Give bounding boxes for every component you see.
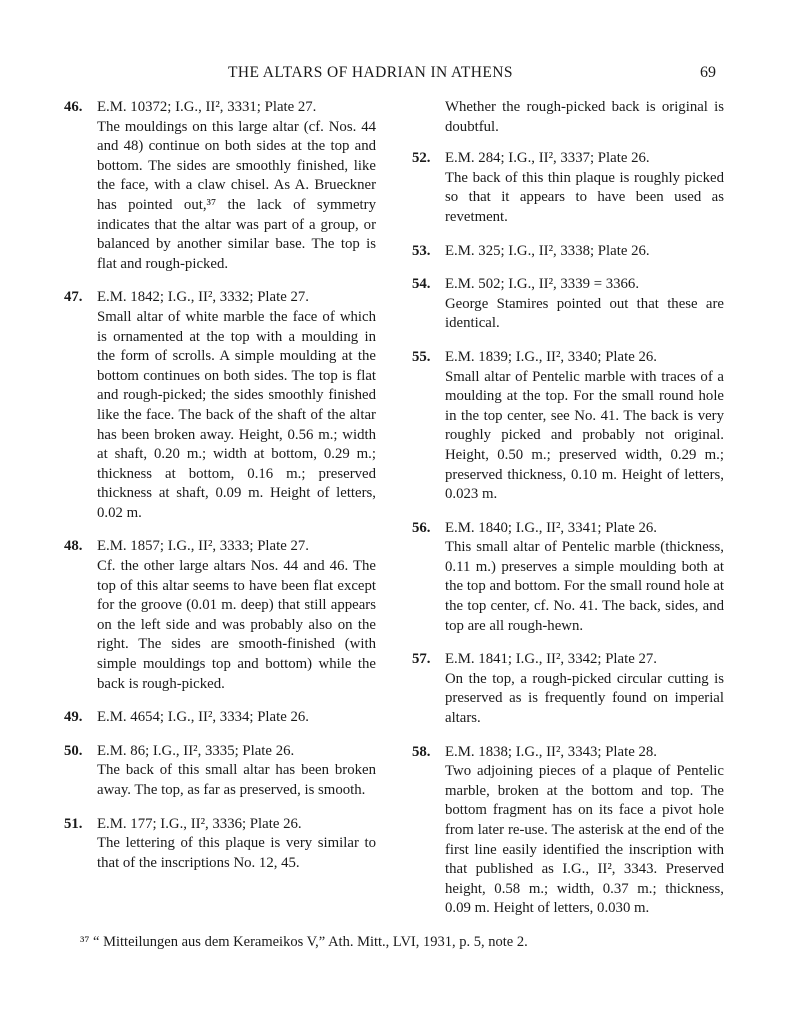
running-header (0, 64, 790, 86)
entry-description: The lettering of this plaque is very similar to that of the inscriptions No. 12, 45. (97, 835, 376, 871)
entry-reference: E.M. 1839; I.G., II², 3340; Plate 26. (445, 348, 657, 365)
entry-description: The back of this small altar has been broken away. The top, as far as preserved, is smooth. (97, 762, 376, 798)
entry-description: The mouldings on this large altar (cf. Nos. 44 and 48) continue on both sides at the top and bottom. The sides are smoothly finished, like the face, with a claw chisel. As A. Brueckner has pointed out,³⁷ the lack of symmetry indicates that the altar was part of a group, or balanced by another similar base. The top is flat and rough-picked. (97, 118, 376, 272)
entry-number: 48. (64, 538, 83, 555)
catalogue-entry-48 (64, 537, 376, 694)
catalogue-entry-56 (412, 519, 724, 637)
entry-number: 58. (412, 743, 431, 760)
entry-number: 53. (412, 242, 431, 259)
entry-number: 51. (64, 815, 83, 832)
entry-reference: E.M. 1840; I.G., II², 3341; Plate 26. (445, 519, 657, 536)
entry-reference: E.M. 502; I.G., II², 3339 = 3366. (445, 276, 640, 293)
catalogue-entry-47 (64, 288, 376, 523)
entry-description: Two adjoining pieces of a plaque of Pentelic marble, broken at the bottom and top. The bottom fragment has on its face a pivot hole from later re-use. The asterisk at the end of the first line easily identified the inscription with that published as I.G., II², 3343. Preserved height, 0.58 m.; width, 0.37 m.; thickness, 0.09 m. Height of letters, 0.030 m. (445, 763, 724, 917)
catalogue-entry-54 (412, 275, 724, 334)
catalogue-entry-55 (412, 348, 724, 505)
entry-reference: E.M. 4654; I.G., II², 3334; Plate 26. (97, 709, 309, 726)
entry-number: 56. (412, 519, 431, 536)
entry-number: 57. (412, 651, 431, 668)
catalogue-entry-46 (64, 98, 376, 274)
entry-reference: E.M. 10372; I.G., II², 3331; Plate 27. (97, 99, 317, 115)
catalogue-entry-58 (412, 743, 724, 919)
page-number: 69 (700, 64, 716, 81)
entry-description: This small altar of Pentelic marble (thickness, 0.11 m.) preserves a simple moulding both at the top and bottom. For the small round hole at the top center, cf. No. 41. The back, sides, and top are all rough-hewn. (445, 539, 724, 634)
right-column (412, 98, 724, 933)
entry-description: George Stamires pointed out that these are identical. (445, 295, 724, 332)
entry-description: On the top, a rough-picked circular cutting is preserved as is frequently found on imperial altars. (445, 670, 724, 727)
entry-description: Small altar of white marble the face of which is ornamented at the top with a moulding in the form of scrolls. A simple moulding at the bottom continues on both sides. The top is flat and rough-picked; the sides smoothly finished like the face. The back of the shaft of the altar has been broken away. Height, 0.56 m.; width at shaft, 0.20 m.; width at bottom, 0.29 m.; thickness at bottom, 0.16 m.; preserved thickness at shaft, 0.09 m. Height of letters, 0.02 m. (97, 308, 376, 521)
entry-reference: E.M. 1857; I.G., II², 3333; Plate 27. (97, 538, 309, 555)
running-title: THE ALTARS OF HADRIAN IN ATHENS (228, 64, 513, 81)
entry-reference: E.M. 325; I.G., II², 3338; Plate 26. (445, 242, 650, 259)
catalogue-entry-57 (412, 650, 724, 728)
catalogue-entry-52 (412, 149, 724, 227)
entry-number: 50. (64, 742, 83, 759)
footnote-37: ³⁷ “ Mitteilungen aus dem Kerameikos V,” Ath. Mitt., LVI, 1931, p. 5, note 2. (80, 934, 528, 950)
entry-reference: E.M. 86; I.G., II², 3335; Plate 26. (97, 742, 295, 759)
entry-reference: E.M. 1842; I.G., II², 3332; Plate 27. (97, 289, 309, 306)
entry-reference: E.M. 1841; I.G., II², 3342; Plate 27. (445, 651, 657, 668)
catalogue-entry-50 (64, 742, 376, 801)
entry-description: Cf. the other large altars Nos. 44 and 46. The top of this altar seems to have been flat except for the groove (0.01 m. deep) that still appears on the left side and was probably also on the right. The sides are smooth-finished (with simple mouldings top and bottom) while the back is rough-picked. (97, 558, 376, 692)
entry-description: Small altar of Pentelic marble with traces of a moulding at the top. For the small round hole in the top center, see No. 41. The back is very roughly picked and probably not original. Height, 0.50 m.; preserved width, 0.29 m.; preserved thickness, 0.10 m. Height of letters, 0.023 m. (445, 368, 724, 503)
catalogue-entry-53 (412, 242, 724, 262)
catalogue-entry-49 (64, 708, 376, 728)
entry-number: 47. (64, 289, 83, 306)
entry-number: 55. (412, 348, 431, 365)
entry-number: 54. (412, 276, 431, 293)
entry-continuation: Whether the rough-picked back is original is doubtful. (445, 99, 724, 135)
entry-reference: E.M. 1838; I.G., II², 3343; Plate 28. (445, 743, 657, 760)
left-column (64, 98, 376, 887)
entry-number: 52. (412, 150, 431, 167)
entry-reference: E.M. 177; I.G., II², 3336; Plate 26. (97, 815, 302, 832)
entry-number: 49. (64, 709, 83, 726)
entry-number: 46. (64, 99, 83, 115)
entry-reference: E.M. 284; I.G., II², 3337; Plate 26. (445, 150, 650, 167)
entry-description: The back of this thin plaque is roughly picked so that it appears to have been used as revetment. (445, 169, 724, 225)
catalogue-entry-51 (64, 815, 376, 874)
